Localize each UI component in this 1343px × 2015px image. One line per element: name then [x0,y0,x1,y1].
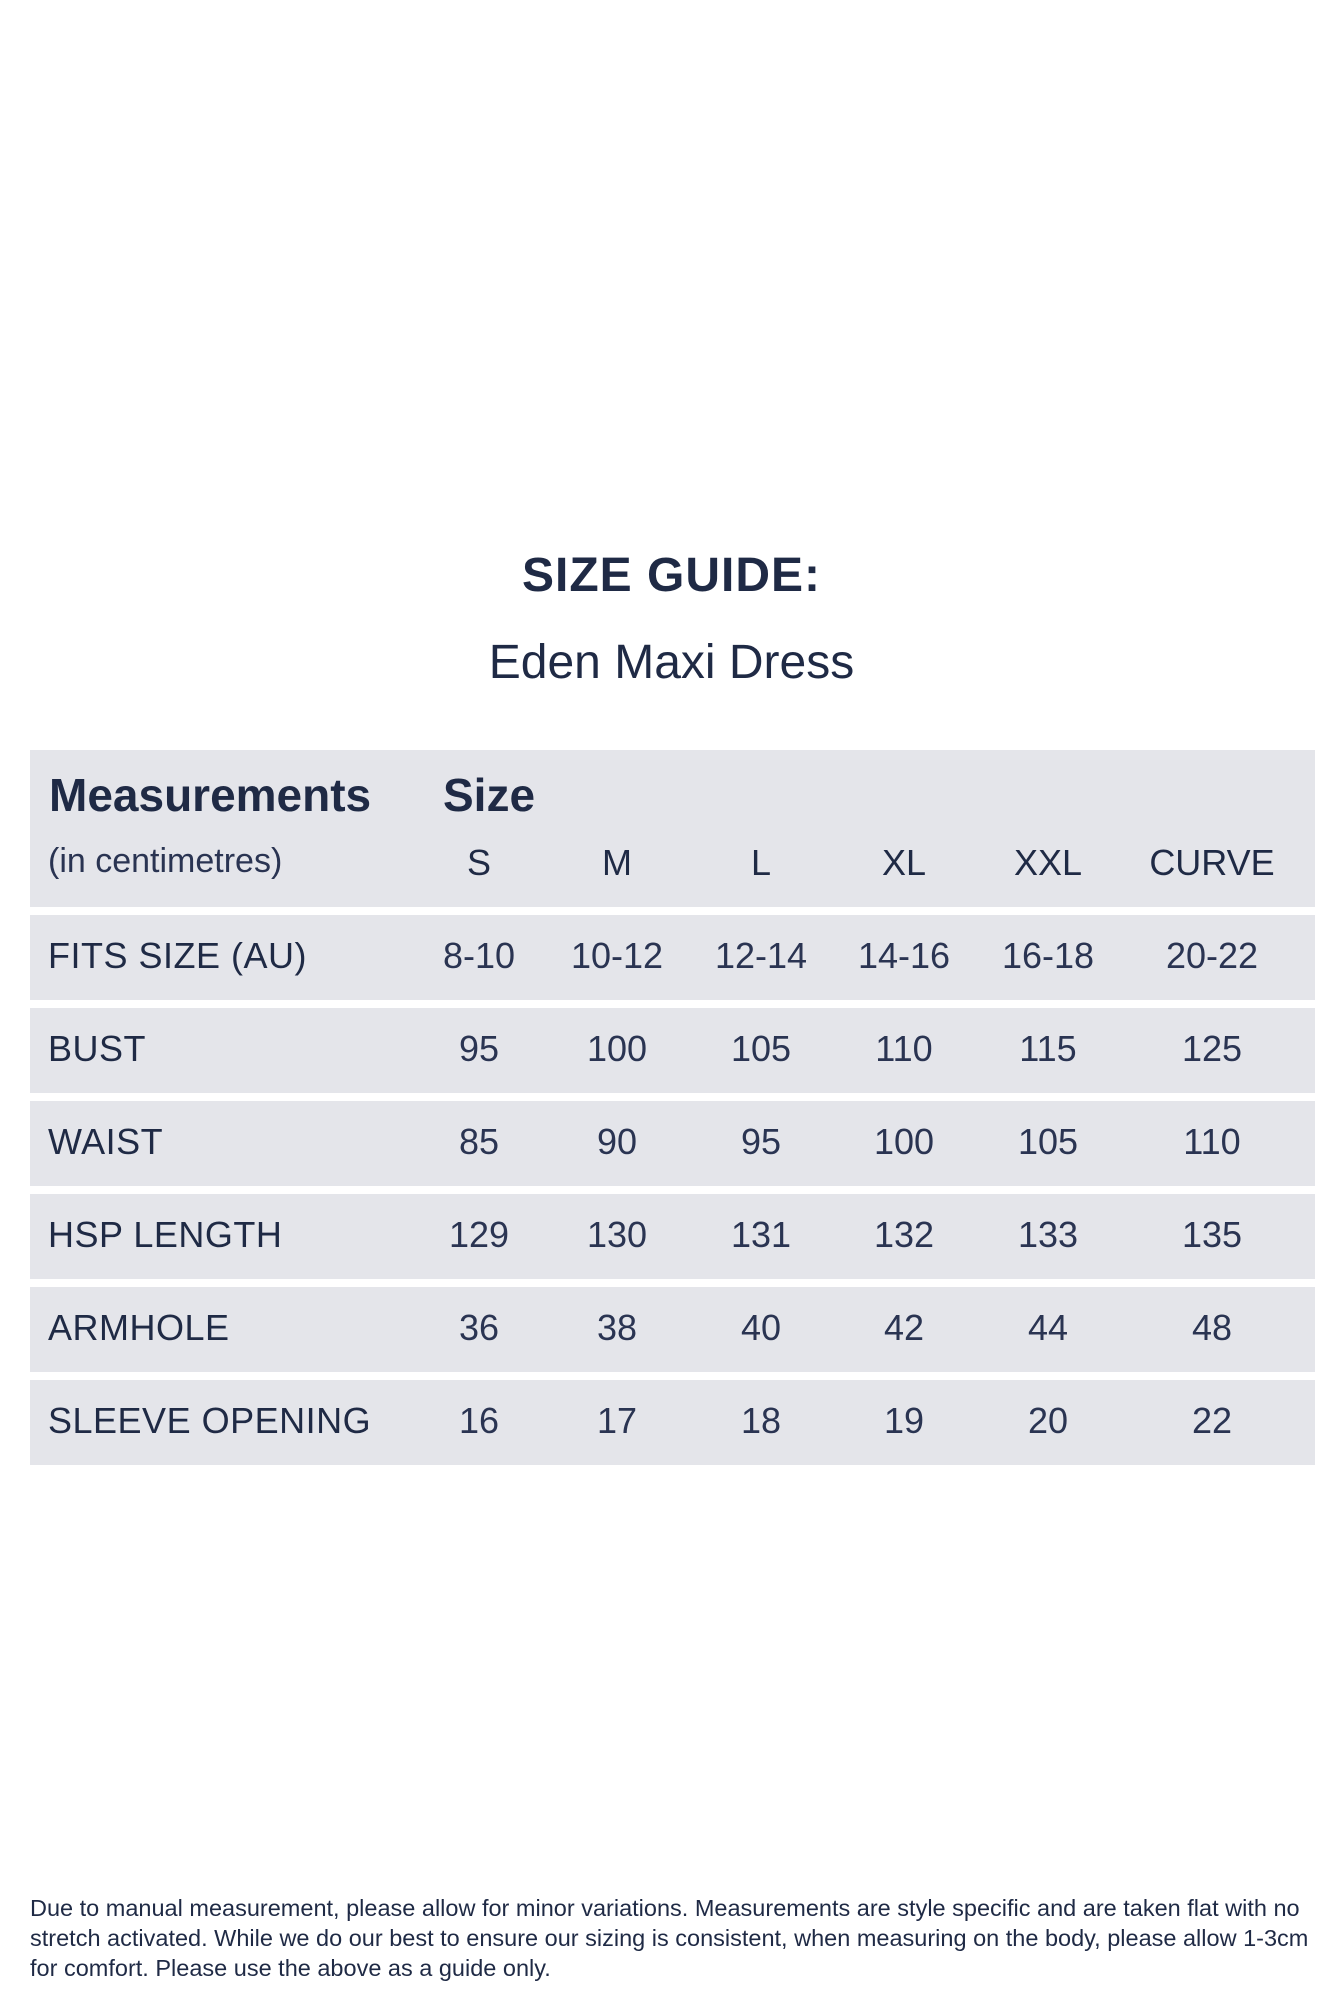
measurements-heading: Measurements [49,769,372,821]
table-cell: 100 [586,1028,648,1069]
table-cell: 110 [875,1028,933,1069]
table-row [30,915,1315,1000]
table-cell: 17 [596,1400,638,1441]
table-cell: 130 [586,1214,648,1255]
table-cell: 42 [883,1307,925,1348]
table-cell: 40 [740,1307,782,1348]
row-label: SLEEVE OPENING [48,1400,372,1441]
table-cell: 20-22 [1165,935,1259,976]
table-cell: 90 [596,1121,638,1162]
table-cell: 16 [458,1400,500,1441]
page-title: SIZE GUIDE: [521,549,822,602]
table-cell: 105 [730,1028,792,1069]
size-column-header: M [602,842,632,883]
disclaimer-footnote: Due to manual measurement, please allow for minor variations. Measurements are style specific and are taken flat with no stretch activated. While we do our best to ensure our sizing is consistent, when measuring on the body, please allow 1-3cm for comfort. Please use the above as a guide only. [30,1895,1309,1981]
table-cell: 110 [1183,1121,1241,1162]
product-name: Eden Maxi Dress [488,636,855,689]
table-cell: 133 [1017,1214,1079,1255]
table-cell: 38 [596,1307,638,1348]
table-cell: 125 [1181,1028,1243,1069]
size-heading: Size [443,769,536,821]
table-row [30,1101,1315,1186]
row-label: HSP LENGTH [48,1214,283,1255]
table-row [30,1380,1315,1465]
table-cell: 12-14 [714,935,808,976]
table-cell: 135 [1181,1214,1243,1255]
table-cell: 95 [740,1121,782,1162]
table-cell: 131 [730,1214,792,1255]
table-cell: 105 [1017,1121,1079,1162]
table-cell: 48 [1191,1307,1233,1348]
size-table [30,750,1315,1465]
table-cell: 22 [1191,1400,1233,1441]
row-label: FITS SIZE (AU) [48,935,307,976]
row-label: BUST [48,1028,147,1069]
table-cell: 129 [448,1214,510,1255]
table-row [30,1008,1315,1093]
table-row [30,1194,1315,1279]
table-cell: 14-16 [857,935,951,976]
size-column-header: CURVE [1149,842,1275,883]
table-cell: 95 [458,1028,500,1069]
row-label: WAIST [48,1121,164,1162]
table-row [30,1287,1315,1372]
size-column-header: L [750,842,772,883]
row-label: ARMHOLE [48,1307,230,1348]
size-column-header: S [466,842,491,883]
table-cell: 18 [740,1400,782,1441]
table-cell: 44 [1027,1307,1069,1348]
table-cell: 36 [458,1307,500,1348]
table-header-row [30,750,1315,907]
table-cell: 8-10 [442,935,516,976]
measurements-unit-note: (in centimetres) [48,842,283,880]
table-cell: 10-12 [570,935,664,976]
table-cell: 20 [1027,1400,1069,1441]
table-cell: 100 [873,1121,935,1162]
table-cell: 115 [1019,1028,1077,1069]
table-cell: 85 [458,1121,500,1162]
table-cell: 132 [873,1214,935,1255]
table-cell: 16-18 [1001,935,1095,976]
size-column-header: XL [881,842,927,883]
size-column-header: XXL [1013,842,1083,883]
table-cell: 19 [883,1400,925,1441]
